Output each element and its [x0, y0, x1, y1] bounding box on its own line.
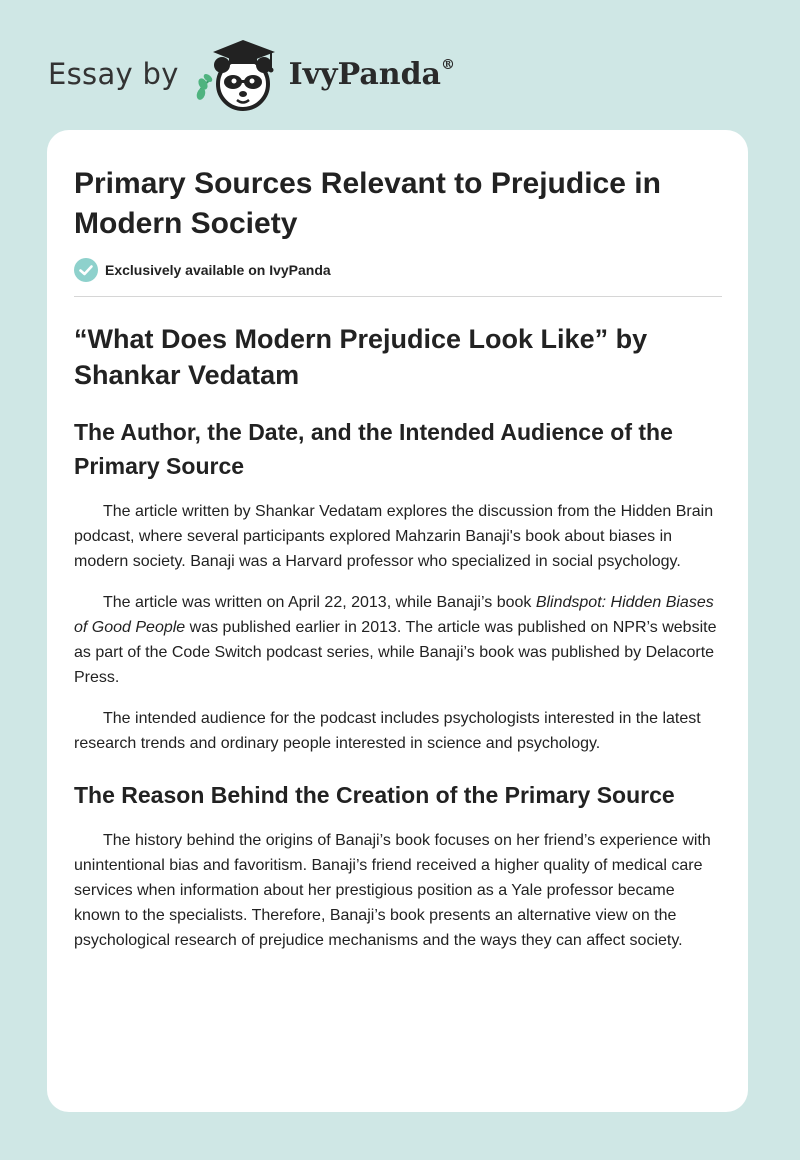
panda-graduate-logo-icon[interactable] [193, 34, 285, 114]
check-circle-icon [74, 258, 98, 282]
brand-name[interactable] [289, 57, 455, 92]
essay-by-label: Essay by [48, 57, 179, 91]
page-title: Primary Sources Relevant to Prejudice in Modern Society [74, 167, 661, 240]
book-title-italic: Blindspot: Hidden Biases of Good People [74, 594, 714, 636]
registered-mark: ® [441, 56, 455, 73]
exclusive-label: Exclusively available on IvyPanda [105, 262, 331, 278]
subsection-title-reason: The Reason Behind the Creation of the Primary Source [74, 782, 675, 808]
paragraph-4: The history behind the origins of Banaji’s book focuses on her friend’s experience with unintentional bias and favoritism. Banaji’s friend received a higher quality of medical care services when information about her prestigious position as a Yale professor became known to the specialists. Therefore, Banaji’s book presents an alternative view on the psychological research of prejudice mechanisms and the ways they can affect society. [74, 832, 711, 949]
subsection-title-author-date-audience: The Author, the Date, and the Intended Audience of the Primary Source [74, 419, 673, 479]
paragraph-2-text-a: The article was written on April 22, 2013, while Banaji’s book [103, 594, 536, 611]
brand-text: IvyPanda [288, 56, 441, 92]
paragraph-3: The intended audience for the podcast includes psychologists interested in the latest research trends and ordinary people interested in science and psychology. [74, 710, 701, 752]
paragraph-2-text-b: was published earlier in 2013. The article was published on NPR’s website as part of the Code Switch podcast series, while Banaji’s book was published by Delacorte Press. [74, 619, 717, 686]
paragraph-1: The article written by Shankar Vedatam explores the discussion from the Hidden Brain podcast, where several participants explored Mahzarin Banaji's book about biases in modern society. Banaji was a Harvard professor who specialized in social psychology. [74, 503, 714, 570]
site-header [48, 34, 455, 114]
paragraph-2 [74, 590, 722, 690]
article-card [47, 130, 748, 1112]
exclusive-badge [74, 258, 722, 297]
section-title: “What Does Modern Prejudice Look Like” by Shankar Vedatam [74, 324, 648, 390]
